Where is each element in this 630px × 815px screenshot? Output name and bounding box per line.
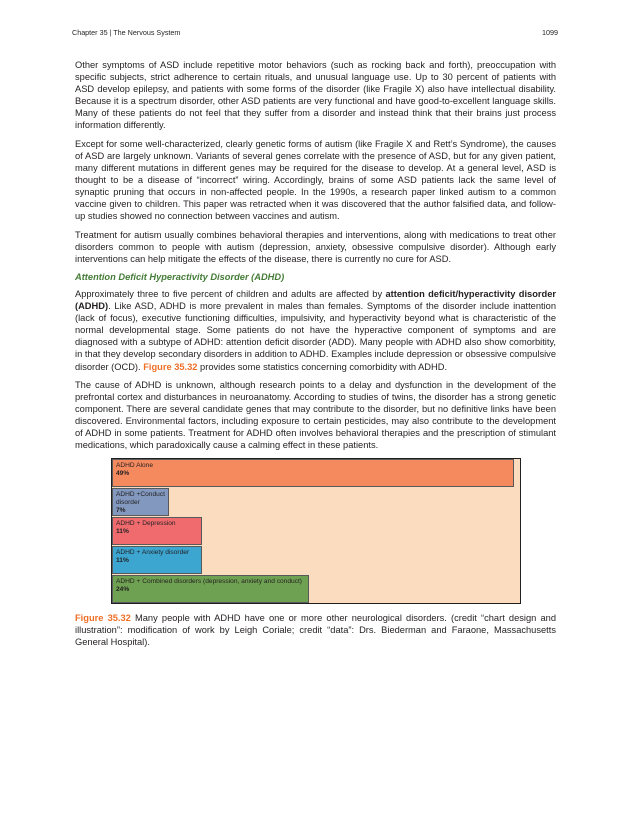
- adhd-intro-text-a: Approximately three to five percent of children and adults are affected by: [75, 289, 386, 300]
- chart-bar-label: ADHD + Anxiety disorder: [116, 548, 190, 556]
- chart-bar: [112, 517, 202, 545]
- figure-label: Figure 35.32: [75, 612, 131, 623]
- adhd-intro-text-c: provides some statistics concerning comorbidity with ADHD.: [197, 361, 448, 372]
- chart-bar: [112, 546, 202, 574]
- chart-bar-value: 49%: [116, 469, 130, 477]
- chart-bar-label: ADHD + Depression: [116, 519, 176, 527]
- chart-bar: [112, 459, 514, 487]
- paragraph-asd-treatment: Treatment for autism usually combines behavioral therapies and interventions, along with medications to treat other disorders common to people with autism (depression, anxiety, obsessive compulsive disorder). Although early interventions can help mitigate the effects of the disease, there is currently no cure for ASD.: [75, 229, 556, 264]
- paragraph-asd-symptoms: Other symptoms of ASD include repetitive motor behaviors (such as rocking back and forth), preoccupation with specific subjects, strict adherence to certain rituals, and unusual language use. Up to 30 percent of patients with ASD develop epilepsy, and patients with some forms of the disorder (like Fragile X) also have intellectual disability. Because it is a spectrum disorder, other ASD patients are very functional and have good-to-excellent language skills. Many of these patients do not feel that they suffer from a disorder and instead think that their brains just process information differently.: [75, 60, 556, 131]
- chart-bar-label: ADHD + Combined disorders (depression, anxiety and conduct): [116, 577, 302, 585]
- paragraph-asd-causes: Except for some well-characterized, clearly genetic forms of autism (like Fragile X and Rett’s Syndrome), the causes of ASD are largely unknown. Variants of several genes correlate with the presence of ASD, but for any given patient, many different mutations in different genes may be required for the disease to develop. At a general level, ASD is thought to be a disease of “incorrect” wiring. Accordingly, brains of some ASD patients lack the same level of synaptic pruning that occurs in non-affected people. In the 1990s, a research paper linked autism to a common vaccine given to children. This paper was retracted when it was discovered that the author falsified data, and follow-up studies showed no connection between vaccines and autism.: [75, 138, 556, 222]
- figure-caption: [75, 612, 556, 648]
- paragraph-adhd-intro: [75, 288, 556, 372]
- adhd-comorbidity-chart: [111, 458, 521, 604]
- page-header: [72, 28, 558, 40]
- adhd-term: attention deficit/hyperactivity disorder (ADHD): [75, 289, 556, 312]
- page-body: [75, 59, 556, 648]
- chart-bar-label: ADHD +Conduct disorder: [116, 490, 165, 506]
- paragraph-adhd-cause: The cause of ADHD is unknown, although research points to a delay and dysfunction in the development of the prefrontal cortex and disturbances in neuroanatomy. According to studies of twins, the disorder has a strong genetic component. There are several candidate genes that may contribute to the disorder, but no definitive links have been discovered. Environmental factors, including exposure to certain pesticides, may also contribute to the development of ADHD in some patients. Treatment for ADHD often involves behavioral therapies and the prescription of stimulant medications, which paradoxically cause a calming effect in these patients.: [75, 380, 556, 451]
- chart-bar: [112, 575, 309, 603]
- chart-bar-label: ADHD Alone: [116, 461, 154, 469]
- section-title-adhd: Attention Deficit Hyperactivity Disorder (ADHD): [75, 272, 285, 283]
- page-number: 1099: [542, 28, 558, 37]
- chapter-title: Chapter 35 | The Nervous System: [72, 28, 181, 37]
- adhd-intro-text-b: . Like ASD, ADHD is more prevalent in males than females. Symptoms of the disorder include inattention (lack of focus), executive functioning difficulties, impulsivity, and hyperactivity beyond what is characteristic of the normal developmental stage. Some patients do not have the hyperactive component of symptoms and are diagnosed with a subtype of ADHD: attention deficit disorder (ADD). Many people with ADHD also show comorbitity, in that they develop secondary disorders in addition to ADHD. Examples include depression or obsessive compulsive disorder (OCD).: [75, 301, 556, 372]
- chart-bar: [112, 488, 169, 516]
- caption-text: Many people with ADHD have one or more other neurological disorders. (credit “chart design and illustration”: modification of work by Leigh Coriale; credit “data”: Drs. Biederman and Faraone, Massachusetts General Hospital).: [75, 612, 556, 647]
- chart-bar-value: 11%: [116, 527, 129, 535]
- chart-bar-value: 11%: [116, 556, 129, 564]
- figure-reference-link[interactable]: Figure 35.32: [143, 361, 198, 372]
- chart-bar-value: 7%: [116, 506, 126, 514]
- chart-bar-value: 24%: [116, 585, 130, 593]
